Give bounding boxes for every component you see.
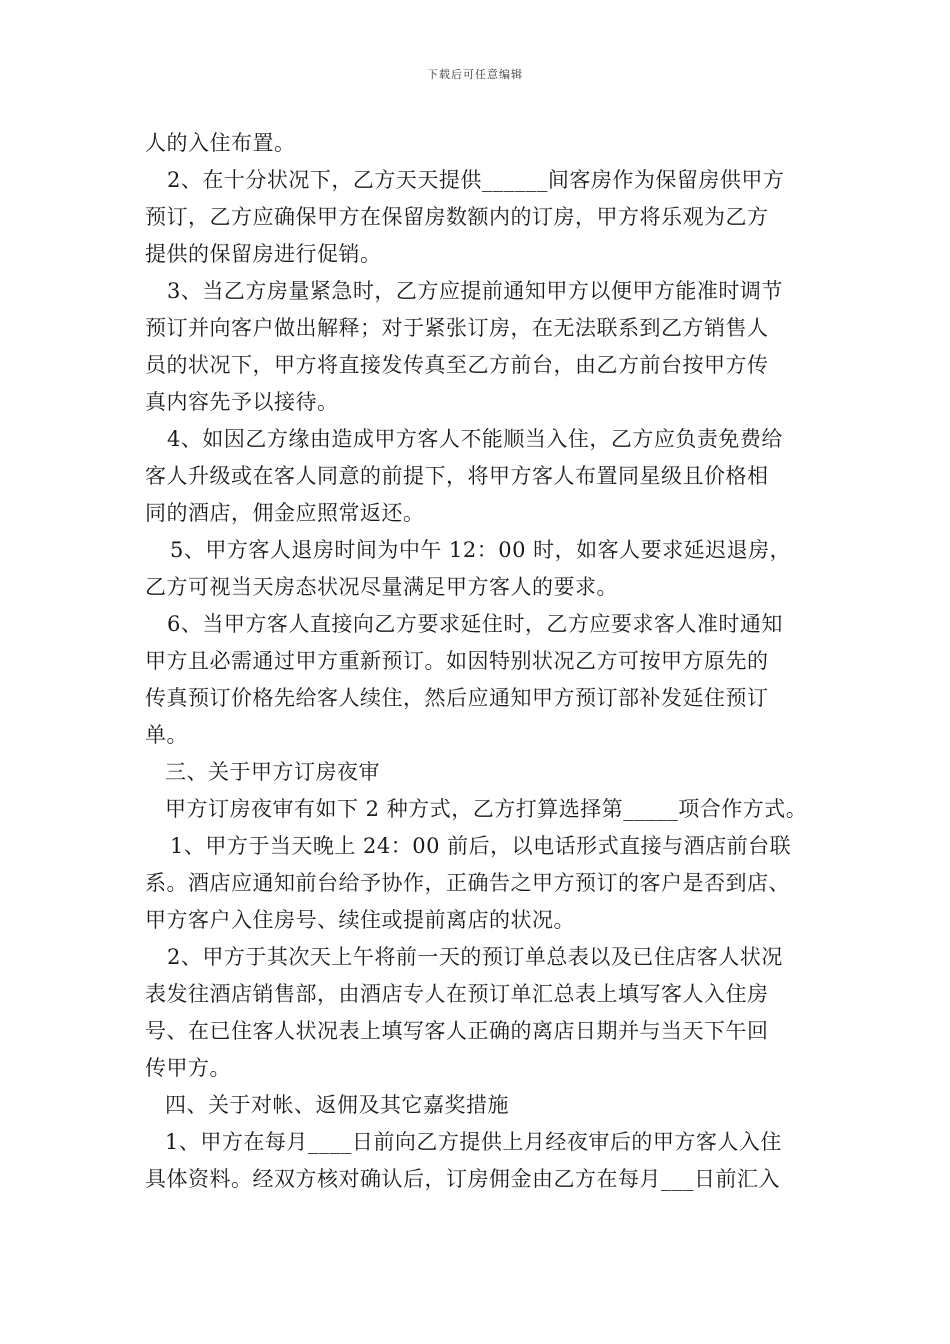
paragraph-line: 2、在十分状况下，乙方天天提供______间客房作为保留房供甲方: [167, 168, 785, 192]
paragraph-line: 真内容先予以接待。: [145, 390, 339, 414]
paragraph-line: 2、甲方于其次天上午将前一天的预订单总表以及已住店客人状况: [167, 945, 783, 969]
paragraph-line: 同的酒店，佣金应照常返还。: [145, 501, 425, 525]
paragraph-line: 6、当甲方客人直接向乙方要求延住时，乙方应要求客人准时通知: [167, 612, 783, 636]
paragraph-line: 提供的保留房进行促销。: [145, 242, 382, 266]
paragraph-line: 号、在已住客人状况表上填写客人正确的离店日期并与当天下午回: [145, 1019, 769, 1043]
paragraph-line: 具体资料。经双方核对确认后，订房佣金由乙方在每月___日前汇入: [145, 1167, 780, 1191]
paragraph-line: 乙方可视当天房态状况尽量满足甲方客人的要求。: [145, 575, 618, 599]
paragraph-line: 预订并向客户做出解释；对于紧张订房，在无法联系到乙方销售人: [145, 316, 769, 340]
paragraph-line: 人的入住布置。: [145, 131, 296, 155]
paragraph-line: 客人升级或在客人同意的前提下，将甲方客人布置同星级且价格相: [145, 464, 769, 488]
paragraph-line: 预订，乙方应确保甲方在保留房数额内的订房，甲方将乐观为乙方: [145, 205, 769, 229]
paragraph-line: 3、当乙方房量紧急时，乙方应提前通知甲方以便甲方能准时调节: [167, 279, 783, 303]
section-heading: 四、关于对帐、返佣及其它嘉奖措施: [165, 1093, 509, 1117]
paragraph-line: 传甲方。: [145, 1056, 231, 1080]
paragraph-line: 表发往酒店销售部，由酒店专人在预订单汇总表上填写客人入住房: [145, 982, 769, 1006]
paragraph-line: 甲方且必需通过甲方重新预订。如因特别状况乙方可按甲方原先的: [145, 649, 769, 673]
paragraph-line: 传真预订价格先给客人续住，然后应通知甲方预订部补发延住预订: [145, 686, 769, 710]
paragraph-line: 员的状况下，甲方将直接发传真至乙方前台，由乙方前台按甲方传: [145, 353, 769, 377]
paragraph-line: 甲方客户入住房号、续住或提前离店的状况。: [145, 908, 575, 932]
paragraph-line: 单。: [145, 723, 188, 747]
document-body: [145, 125, 817, 1198]
paragraph-line: 甲方订房夜审有如下 2 种方式，乙方打算选择第_____项合作方式。: [165, 797, 808, 821]
page-header: 下载后可任意编辑: [427, 68, 523, 81]
paragraph-line: 系。酒店应通知前台给予协作，正确告之甲方预订的客户是否到店、: [145, 871, 790, 895]
paragraph-line: 1、甲方在每月____日前向乙方提供上月经夜审后的甲方客人入住: [165, 1130, 782, 1154]
paragraph-line: 1、甲方于当天晚上 24：00 前后，以电话形式直接与酒店前台联: [170, 834, 792, 858]
paragraph-line: 4、如因乙方缘由造成甲方客人不能顺当入住，乙方应负责免费给: [167, 427, 783, 451]
section-heading: 三、关于甲方订房夜审: [165, 760, 380, 784]
paragraph-line: 5、甲方客人退房时间为中午 12：00 时，如客人要求延迟退房，: [170, 538, 792, 562]
